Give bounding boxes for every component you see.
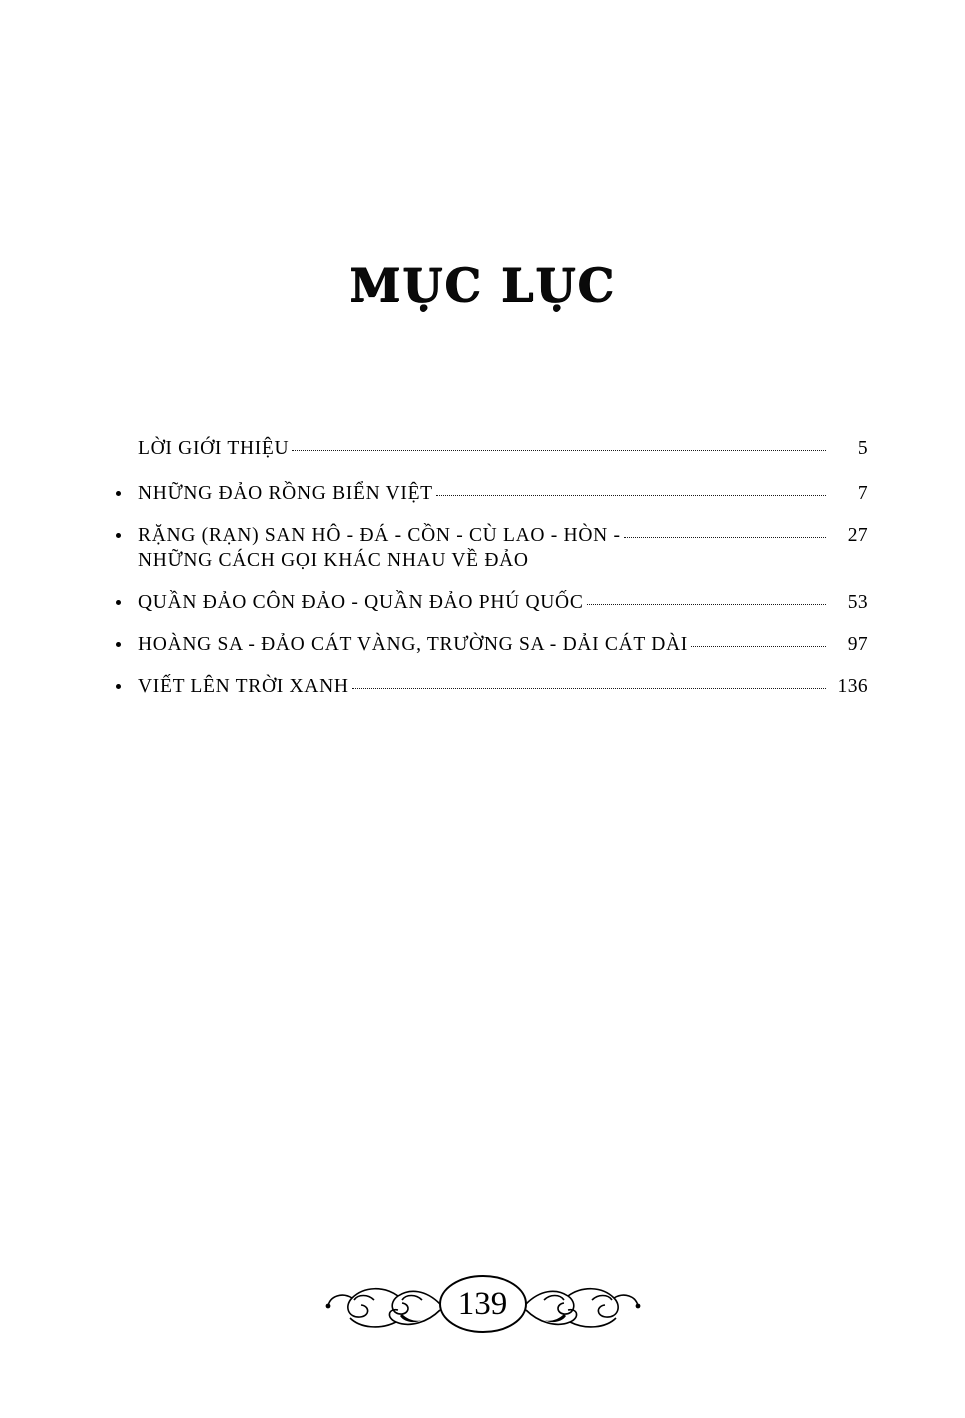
- toc-entry-body: [138, 524, 868, 574]
- toc-entry-page: 27: [847, 524, 868, 546]
- toc-entry-page: 5: [857, 438, 868, 459]
- toc-entry-body: [138, 591, 868, 616]
- toc-entry-subline: NHỮNG CÁCH GỌI KHÁC NHAU VỀ ĐẢO: [138, 549, 529, 571]
- toc-entry-page: 136: [837, 675, 868, 697]
- toc-entry-label: RẶNG (RẠN) SAN HÔ - ĐÁ - CỒN - CÙ LAO - HÒN -: [138, 524, 621, 546]
- toc-entry-label: HOÀNG SA - ĐẢO CÁT VÀNG, TRƯỜNG SA - DẢI CÁT DÀI: [138, 633, 688, 655]
- bullet-icon: [116, 642, 121, 647]
- toc-entry-label: VIẾT LÊN TRỜI XANH: [138, 675, 349, 697]
- toc-entry-body: [138, 675, 868, 700]
- toc-entry-page: 53: [847, 591, 868, 613]
- footer-ornament-group: [318, 1270, 648, 1360]
- bullet-icon: [116, 684, 121, 689]
- toc-entry-line: [138, 437, 868, 462]
- toc-entry[interactable]: [98, 482, 868, 507]
- toc-leader-dots: [624, 537, 826, 538]
- bullet-cell: [98, 675, 138, 689]
- table-of-contents: [98, 437, 868, 717]
- toc-entry-body: [138, 482, 868, 507]
- toc-leader-dots: [436, 495, 826, 496]
- toc-entry-body: [138, 633, 868, 658]
- toc-entry-label: LỜI GIỚI THIỆU: [138, 438, 290, 459]
- toc-entry[interactable]: [98, 591, 868, 616]
- toc-leader-dots: [352, 688, 826, 689]
- toc-entry[interactable]: [98, 675, 868, 700]
- toc-entry-page: 97: [847, 633, 868, 655]
- toc-entry-line: [138, 524, 868, 549]
- bullet-cell: [98, 633, 138, 647]
- page-number: 139: [457, 1286, 508, 1322]
- toc-entry-label: QUẦN ĐẢO CÔN ĐẢO - QUẦN ĐẢO PHÚ QUỐC: [138, 591, 584, 613]
- page-footer: [0, 1270, 965, 1360]
- toc-entry-line: [138, 482, 868, 507]
- toc-entry-line: [138, 591, 868, 616]
- toc-entry-line: [138, 675, 868, 700]
- toc-leader-dots: [691, 646, 826, 647]
- toc-leader-dots: [587, 604, 826, 605]
- toc-entry-body: [138, 437, 868, 462]
- bullet-spacer: [98, 437, 138, 446]
- bullet-cell: [98, 482, 138, 496]
- toc-entry-line: [138, 633, 868, 658]
- toc-entry-page: 7: [857, 482, 868, 504]
- bullet-icon: [116, 533, 121, 538]
- toc-leader-dots: [292, 450, 826, 451]
- toc-entry[interactable]: [98, 633, 868, 658]
- page-title: MỤC LỤC: [349, 258, 616, 312]
- bullet-icon: [116, 491, 121, 496]
- toc-entry-label: NHỮNG ĐẢO RỒNG BIỂN VIỆT: [138, 482, 433, 504]
- bullet-cell: [98, 591, 138, 605]
- toc-entry[interactable]: [98, 524, 868, 574]
- toc-entry[interactable]: [98, 437, 868, 462]
- bullet-cell: [98, 524, 138, 538]
- bullet-icon: [116, 600, 121, 605]
